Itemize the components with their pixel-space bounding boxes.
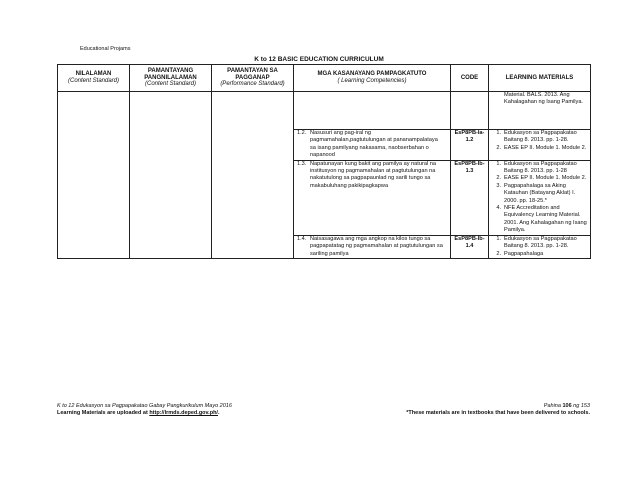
material-item: 4. NFE Accreditation and Equivalency Learning Material. 2001. Ang Kahalagahan ng Isang Pamilya. xyxy=(496,205,587,234)
code-cell: EsP8PB-Ia-1.2 xyxy=(451,130,489,161)
content-cell xyxy=(58,92,130,259)
footer-note: *These materials are in textbooks that have been delivered to schools. xyxy=(406,410,590,416)
code-cell: EsP8PB-Ib-1.4 xyxy=(451,235,489,258)
org-label: Educational Projams xyxy=(80,46,131,52)
competency-cell xyxy=(294,160,451,235)
material-item: 1. Edukasyon sa Pagpapakatao Baitang 8. 2013. pp. 1-28. xyxy=(496,130,577,144)
curriculum-table xyxy=(57,64,591,259)
table-row xyxy=(58,92,591,130)
competency-text: Naisasagawa ang mga angkop na kilos tungo sa pagpapatatag ng pagmamahalan at pagtutulungan sa sariling pamilya xyxy=(310,235,443,257)
material-item: 2. EASE EP II. Module 1. Module 2. xyxy=(496,144,587,151)
table-header-row xyxy=(58,65,591,92)
materials-cell xyxy=(489,92,591,130)
col-header-nilalaman: NILALAMAN (Content Standard) xyxy=(58,65,130,92)
materials-cell xyxy=(489,235,591,258)
competency-number: 1.3. xyxy=(297,160,307,167)
competency-text: Nasusuri ang pag-iral ng pagmamahalan,pagtutulungan at pananampalataya sa isang pamilyang nakasama, naobserbahan o napanood xyxy=(310,130,438,159)
materials-cell xyxy=(489,130,591,161)
footer-page: Pahina 106 ng 153 xyxy=(543,403,590,409)
performance-standard-cell xyxy=(212,92,294,259)
competency-text: Napatunayan kung bakit ang pamilya ay natural na institusyon ng pagmamahalan at pagtutulungan na nakatutulong sa pagpapaunlad ng sarili tungo sa makabuluhang pakikipagkapwa xyxy=(310,160,436,189)
material-item: 2. Pagpapahalaga xyxy=(496,250,544,257)
page-number: 106 xyxy=(562,403,572,409)
material-item: 3. Pagpapahalaga sa Aking Katauhan (Batayang Aklat) I. 2000. pp. 18-25.* xyxy=(496,182,576,204)
col-header-pamantayan-sa-pagganap: PAMANTAYAN SA PAGGANAP (Performance Standard) xyxy=(212,65,294,92)
lrmds-link[interactable]: http://lrmds.deped.gov.ph/ xyxy=(149,410,218,416)
competency-number: 1.2. xyxy=(297,130,307,136)
footer-uploaded: Learning Materials are uploaded at http://lrmds.deped.gov.ph/. xyxy=(57,410,220,416)
page-title: K to 12 BASIC EDUCATION CURRICULUM xyxy=(254,56,384,63)
material-item: 2. EASE EP II. Module 1. Module 2. xyxy=(496,175,587,182)
competency-cell xyxy=(294,92,451,130)
competency-cell xyxy=(294,130,451,161)
col-header-kasanayan: MGA KASANAYANG PAMPAGKATUTO ( Learning Competencies) xyxy=(294,65,451,92)
code-cell xyxy=(451,92,489,130)
competency-cell xyxy=(294,235,451,258)
col-header-pamantayang-pangnilalaman: PAMANTAYANG PANGNILALAMAN (Content Standard) xyxy=(130,65,212,92)
materials-cell xyxy=(489,160,591,235)
material-item: 1. Edukasyon sa Pagpapakatao Baitang 8. 2013. pp. 1-28. xyxy=(496,235,577,250)
competency-number: 1.4. xyxy=(297,235,307,242)
col-header-code: CODE xyxy=(451,65,489,92)
code-cell: EsP8PB-Ib-1.3 xyxy=(451,160,489,235)
material-item: 1. Edukasyon sa Pagpapakatao Baitang 8. 2013. pp. 1-28 xyxy=(496,160,577,175)
materials-continuation: Material. BALS. 2013. Ang Kahalagahan ng Isang Pamilya. xyxy=(504,92,583,106)
content-standard-cell xyxy=(130,92,212,259)
col-header-learning-materials: LEARNING MATERIALS xyxy=(489,65,591,92)
footer-guide: K to 12 Edukasyon sa Pagpapakatao Gabay Pangkurikulum Mayo 2016 xyxy=(57,403,232,409)
